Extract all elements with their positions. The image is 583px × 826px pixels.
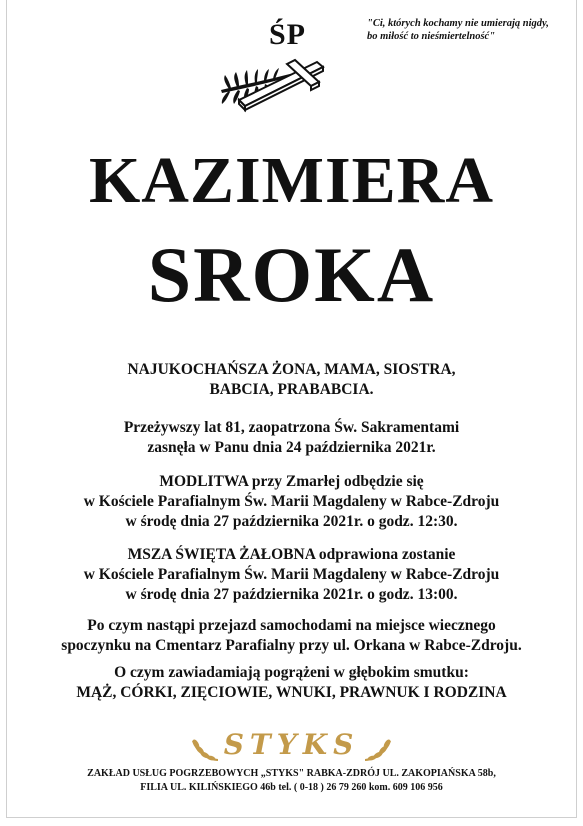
mass-line-2: w Kościele Parafialnym Św. Marii Magdaleny w Rabce-Zdroju bbox=[83, 566, 500, 583]
family-line-1: NAJUKOCHAŃSZA ŻONA, MAMA, SIOSTRA, bbox=[127, 361, 456, 378]
mourners-line-2: MĄŻ, CÓRKI, ZIĘCIOWIE, WNUKI, PRAWNUK I RODZINA bbox=[76, 684, 507, 701]
death-info-line-2: zasnęła w Panu dnia 24 października 2021r. bbox=[147, 439, 436, 456]
family-relations bbox=[0, 360, 583, 400]
death-info-line-1: Przeżywszy lat 81, zaopatrzona Św. Sakramentami bbox=[123, 419, 460, 436]
death-info bbox=[0, 418, 583, 458]
mass-line-3: w środę dnia 27 października 2021r. o godz. 13:00. bbox=[125, 586, 458, 603]
burial-line-1: Po czym nastąpi przejazd samochodami na miejsce wiecznego bbox=[87, 617, 496, 634]
laurel-right-icon bbox=[363, 735, 395, 765]
mass-line-1: MSZA ŚWIĘTA ŻAŁOBNA odprawiona zostanie bbox=[127, 546, 456, 563]
company-logo-text: STYKS bbox=[223, 728, 360, 761]
burial-info bbox=[0, 616, 583, 656]
mourners-line-1: O czym zawiadamiają pogrążeni w głębokim smutku: bbox=[114, 664, 469, 681]
mass-info bbox=[0, 545, 583, 605]
prayer-line-1: MODLITWA przy Zmarłej odbędzie się bbox=[159, 473, 424, 490]
prayer-line-3: w środę dnia 27 października 2021r. o godz. 12:30. bbox=[125, 513, 458, 530]
company-footer bbox=[0, 767, 583, 795]
mourners-info bbox=[0, 663, 583, 703]
family-line-2: BABCIA, PRABABCIA. bbox=[209, 381, 374, 398]
initials-sp: ŚP bbox=[268, 18, 306, 51]
first-name: KAZIMIERA bbox=[88, 144, 495, 217]
quote bbox=[367, 17, 572, 43]
quote-line-2: bo miłość to nieśmiertelność" bbox=[367, 31, 496, 42]
laurel-left-icon bbox=[188, 735, 220, 765]
last-name: SROKA bbox=[147, 231, 436, 318]
cross-with-palm-branch-icon bbox=[219, 54, 335, 120]
burial-line-2: spoczynku na Cmentarz Parafialny przy ul. Orkana w Rabce-Zdroju. bbox=[61, 637, 522, 654]
prayer-info bbox=[0, 472, 583, 532]
prayer-line-2: w Kościele Parafialnym Św. Marii Magdaleny w Rabce-Zdroju bbox=[83, 493, 500, 510]
quote-line-1: "Ci, których kochamy nie umierają nigdy, bbox=[367, 18, 549, 29]
company-logo bbox=[0, 728, 583, 765]
footer-line-1: ZAKŁAD USŁUG POGRZEBOWYCH „STYKS" RABKA-ZDRÓJ UL. ZAKOPIAŃSKA 58b, bbox=[87, 768, 496, 779]
footer-line-2: FILIA UL. KILIŃSKIEGO 46b tel. ( 0-18 ) 26 79 260 kom. 609 106 956 bbox=[140, 782, 443, 793]
